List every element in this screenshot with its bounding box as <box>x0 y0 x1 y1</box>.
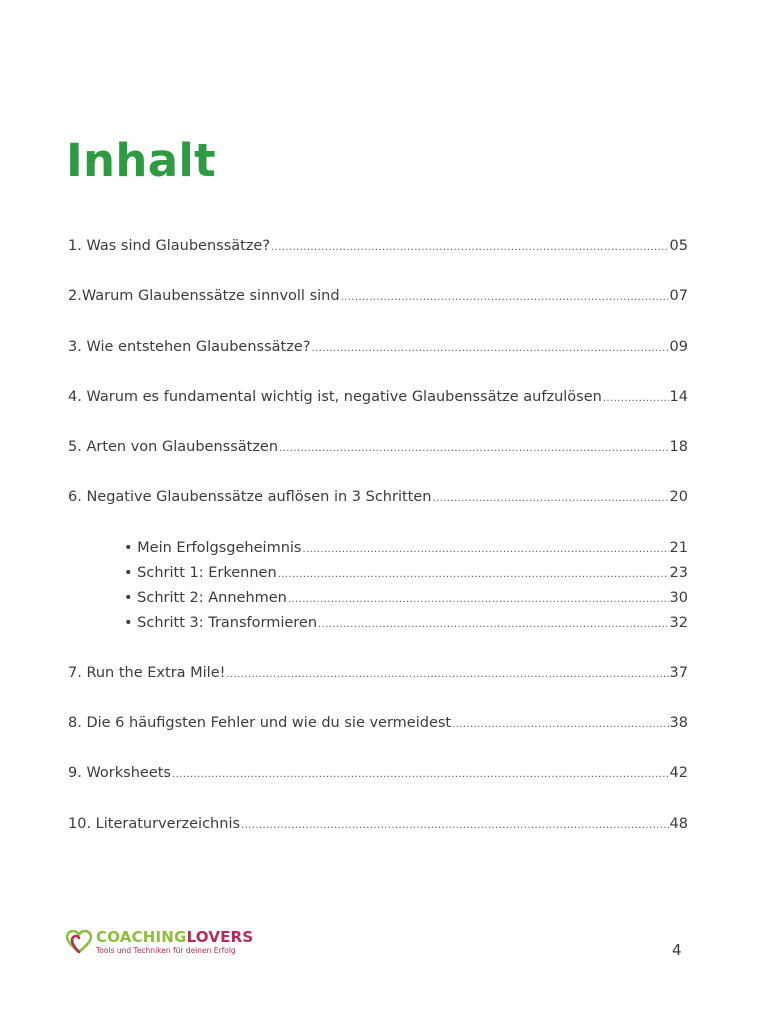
dot-leader <box>271 236 668 258</box>
toc-entry[interactable] <box>68 236 688 258</box>
toc-entry-label: 5. Arten von Glaubenssätzen <box>68 439 279 455</box>
toc-subentry-page: 32 <box>669 615 688 631</box>
dot-leader <box>302 538 668 560</box>
dot-leader <box>226 663 668 685</box>
toc-subentry-label: • Mein Erfolgsgeheimnis <box>124 540 302 556</box>
toc-entry[interactable] <box>68 487 688 509</box>
toc-entry-label: 7. Run the Extra Mile! <box>68 665 226 681</box>
toc-entry-label: 9. Worksheets <box>68 765 171 781</box>
logo-tagline: Tools und Techniken für deinen Erfolg <box>96 946 236 955</box>
toc-entry-label: 4. Warum es fundamental wichtig ist, negative Glaubenssätze aufzulösen <box>68 389 602 405</box>
toc-entry-page: 14 <box>669 389 688 405</box>
dot-leader <box>341 286 669 308</box>
toc-subentry-page: 23 <box>669 565 688 581</box>
toc-entry-page: 07 <box>669 288 688 304</box>
dot-leader <box>172 763 669 785</box>
toc-entry-label: 10. Literaturverzeichnis <box>68 816 241 832</box>
dot-leader <box>278 563 669 585</box>
toc-entry-label: 2.Warum Glaubenssätze sinnvoll sind <box>68 288 340 304</box>
toc-entry[interactable] <box>68 713 688 735</box>
dot-leader <box>452 713 668 735</box>
toc-subentry-label: • Schritt 3: Transformieren <box>124 615 318 631</box>
toc-subentry[interactable] <box>124 613 688 635</box>
toc-entry-page: 05 <box>669 238 688 254</box>
toc-entry[interactable] <box>68 763 688 785</box>
logo-word-coaching: COACHING <box>96 928 187 946</box>
toc-entry[interactable] <box>68 814 688 836</box>
dot-leader <box>432 487 668 509</box>
heart-icon <box>66 930 92 954</box>
toc-entry-label: 1. Was sind Glaubenssätze? <box>68 238 271 254</box>
dot-leader <box>288 588 669 610</box>
toc-entry-page: 20 <box>669 489 688 505</box>
dot-leader <box>241 814 669 836</box>
toc-entry[interactable] <box>68 286 688 308</box>
logo-word-lovers: LOVERS <box>186 928 254 946</box>
toc-subentry-label: • Schritt 1: Erkennen <box>124 565 277 581</box>
toc-entry[interactable] <box>68 387 688 409</box>
toc-entry-page: 09 <box>669 339 688 355</box>
toc-entry-page: 48 <box>669 816 688 832</box>
brand-logo <box>66 928 266 960</box>
toc-entry-label: 6. Negative Glaubenssätze auflösen in 3 Schritten <box>68 489 432 505</box>
logo-wordmark <box>96 928 253 946</box>
toc-entry-page: 38 <box>669 715 688 731</box>
toc-entry-page: 37 <box>669 665 688 681</box>
dot-leader <box>318 613 669 635</box>
page-title: Inhalt <box>66 134 216 187</box>
toc-entry[interactable] <box>68 663 688 685</box>
toc-entry[interactable] <box>68 437 688 459</box>
dot-leader <box>311 337 668 359</box>
toc-entry-page: 42 <box>669 765 688 781</box>
toc-entry-page: 18 <box>669 439 688 455</box>
toc-subentry[interactable] <box>124 563 688 585</box>
toc-subentry[interactable] <box>124 588 688 610</box>
dot-leader <box>603 387 669 409</box>
toc-entry-label: 3. Wie entstehen Glaubenssätze? <box>68 339 311 355</box>
toc-entry-label: 8. Die 6 häufigsten Fehler und wie du sie vermeidest <box>68 715 452 731</box>
dot-leader <box>279 437 669 459</box>
toc-subentry-label: • Schritt 2: Annehmen <box>124 590 287 606</box>
toc-subentry[interactable] <box>124 538 688 560</box>
page-number: 4 <box>672 941 682 959</box>
toc-subentry-page: 30 <box>669 590 688 606</box>
toc-entry[interactable] <box>68 337 688 359</box>
toc-subentry-page: 21 <box>669 540 688 556</box>
